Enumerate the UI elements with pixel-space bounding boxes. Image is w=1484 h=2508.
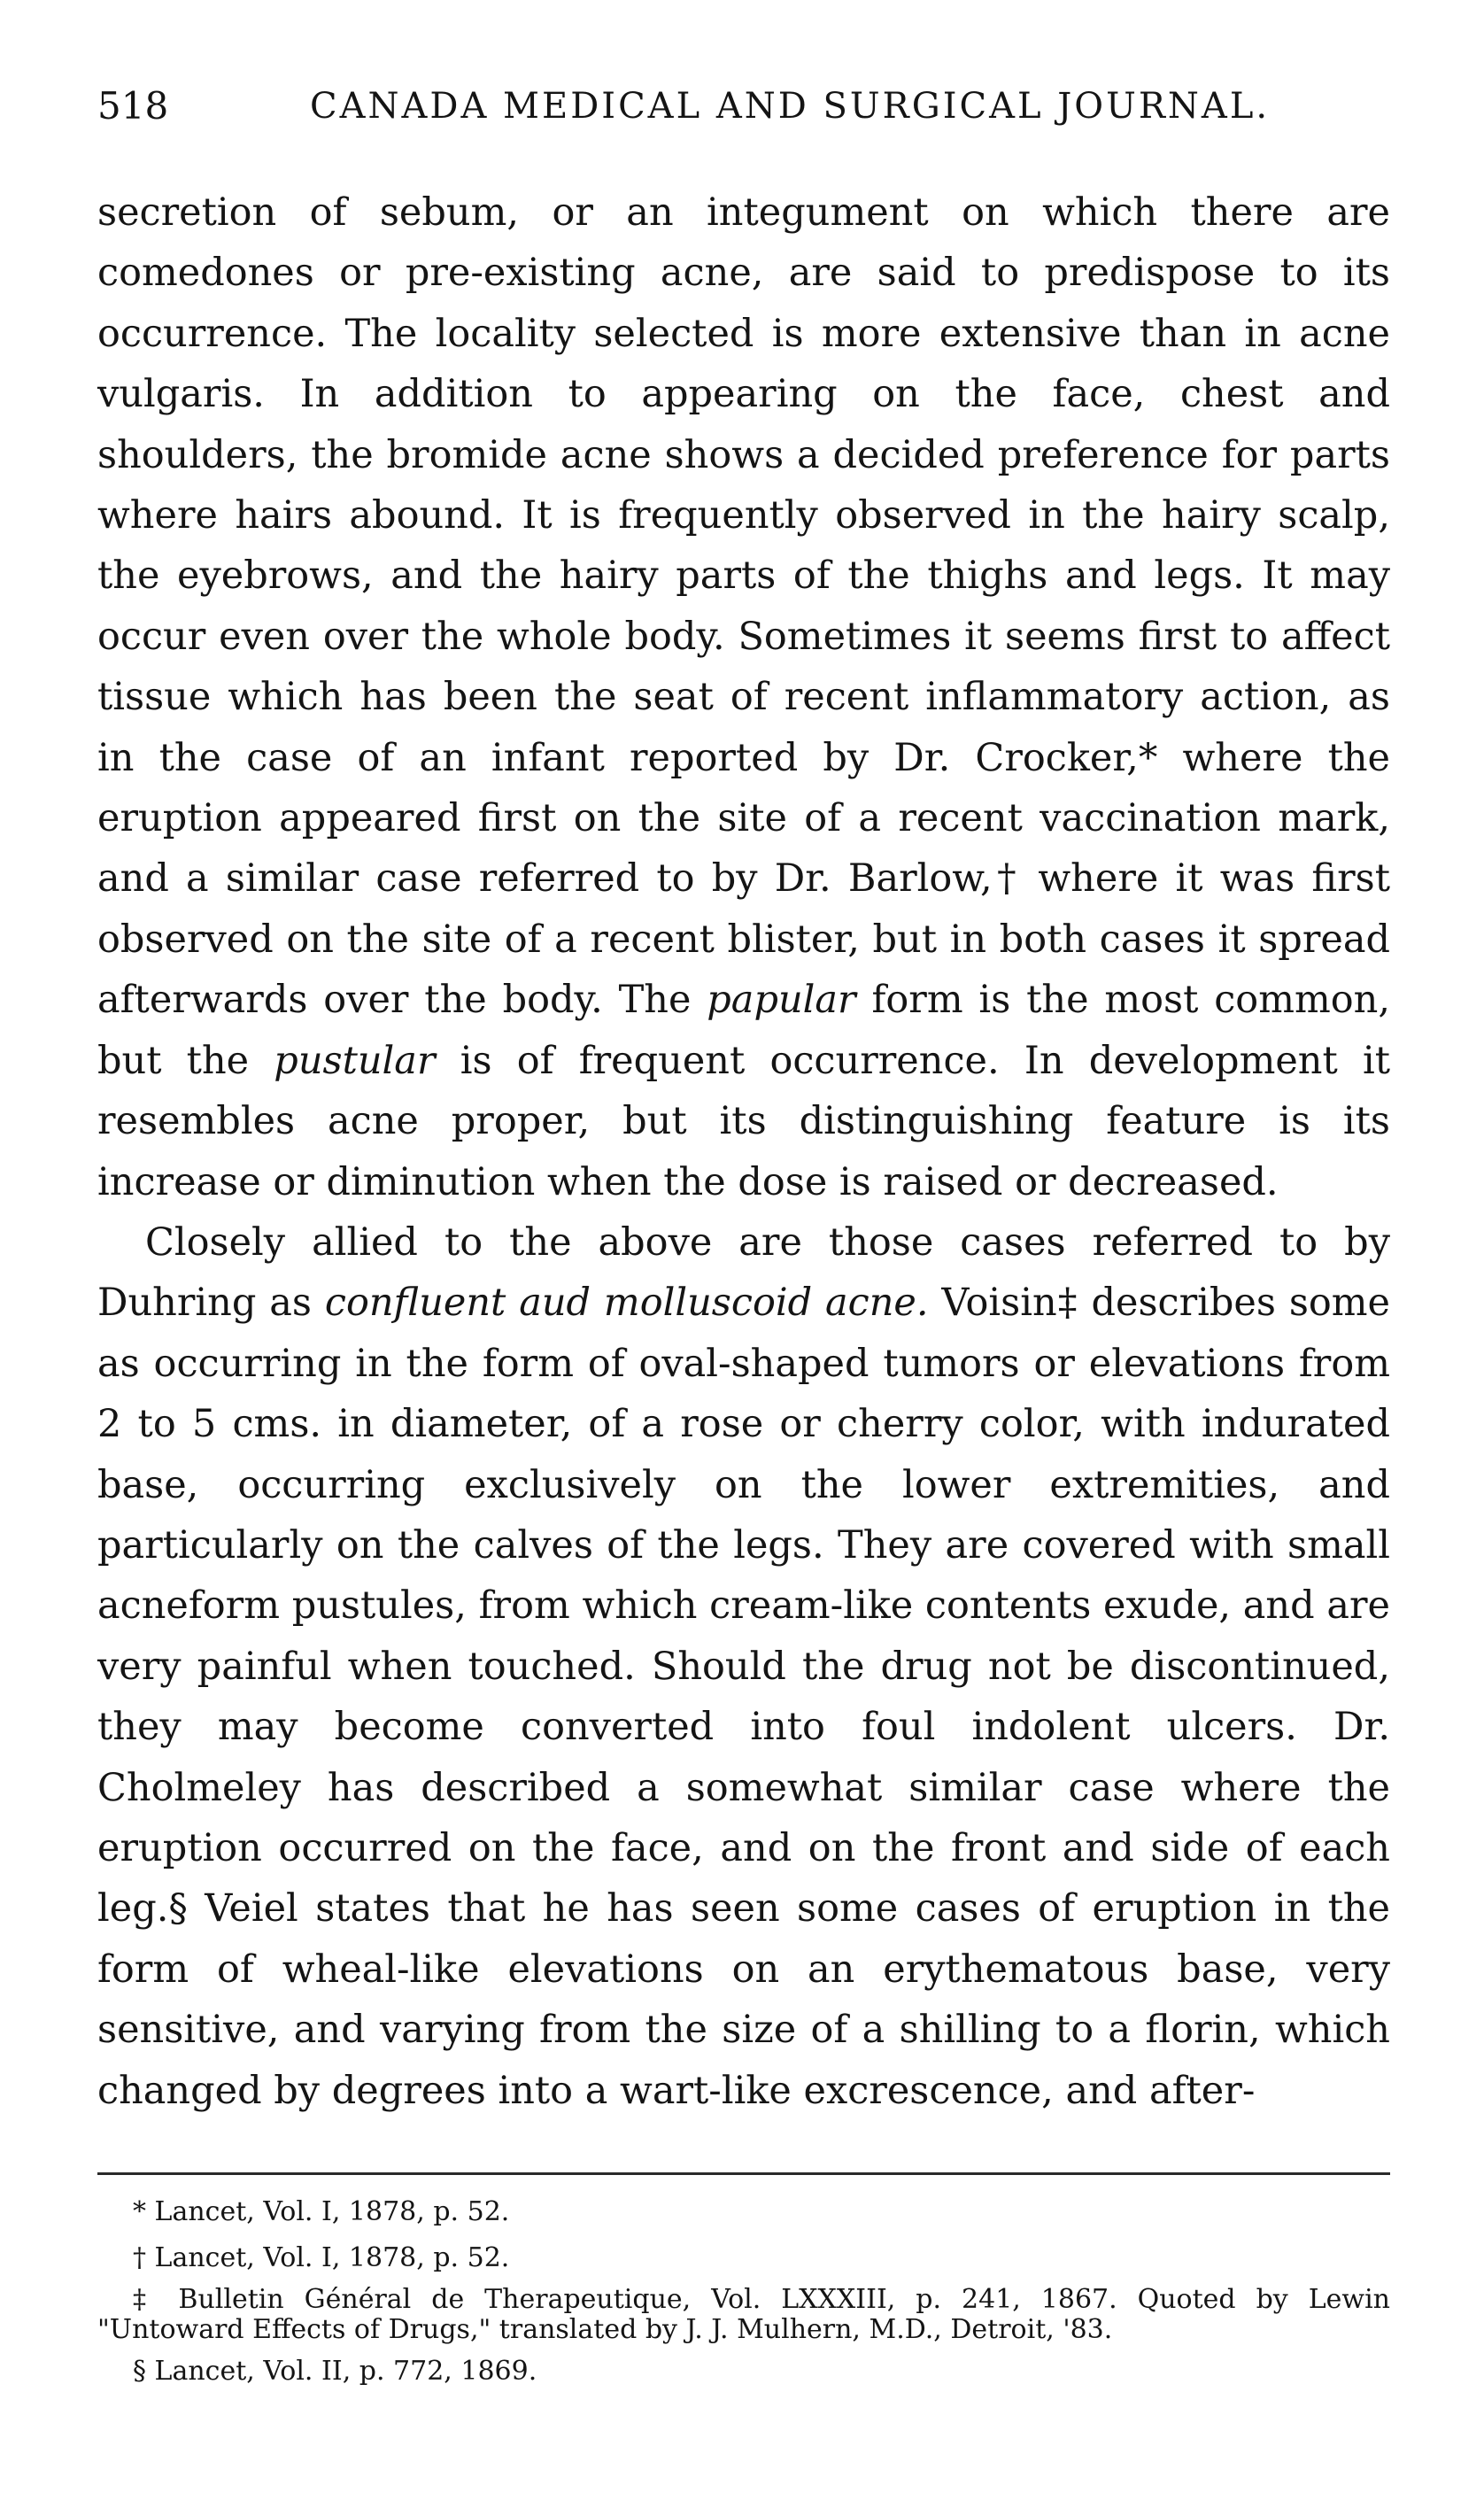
body-text [97,182,1390,2121]
footnote-separator [97,2172,1390,2175]
italic-term-pustular: pustular [274,1038,436,1083]
paragraph-2-text-b: Voisin‡ describes some as occurring in the form of oval-shaped tumors or elevations from 2 to 5 cms. in diameter, of a rose or cherry color, with indurated base, occurring exclusively on the lower extremities, and particularly on the calves of the legs. They are covered with small acneform pustules, from which cream-like contents exude, and are very painful when touched. Should the drug not be discontinued, they may become converted into foul indolent ulcers. Dr. Cholmeley has described a somewhat similar case where the eruption occurred on the face, and on the front and side of each leg.§ Veiel states that he has seen some cases of eruption in the form of wheal-like elevations on an erythematous base, very sensitive, and varying from the size of a shilling to a florin, which changed by degrees into a wart-like excrescence, and after- [97,1281,1390,2113]
paragraph-1-text-b: form is the most common, but the [97,978,1390,1083]
page-header [97,80,1390,133]
paragraph-1-text-c: is of frequent occurrence. In development it resembles acne proper, but its distinguishing feature is its increase or diminution when the dose is raised or decreased. [97,1038,1390,1204]
page-number: 518 [97,84,169,128]
footnote-4: § Lancet, Vol. II, p. 772, 1869. [133,2356,537,2387]
footnote-2: † Lancet, Vol. I, 1878, p. 52. [133,2242,510,2273]
footnotes [97,2193,1390,2398]
italic-term-papular: papular [707,978,856,1023]
footnote-3: ‡ Bulletin Général de Therapeutique, Vol. LXXXIII, p. 241, 1867. Quoted by Lewin "Untoward Effects of Drugs," translated by J. J. Mulhern, M.D., Detroit, '83. [97,2284,1390,2345]
footnote-1: * Lancet, Vol. I, 1878, p. 52. [133,2196,510,2227]
running-head: CANADA MEDICAL AND SURGICAL JOURNAL. [310,86,1271,127]
paragraph-2 [97,1212,1390,2121]
italic-term-confluent-acne: confluent aud molluscoid acne. [324,1281,929,1326]
paragraph-2-text-a: Closely allied to the above are those cases referred to by Duhring as [97,1219,1390,1326]
paragraph-1 [97,182,1390,1212]
paragraph-1-text-a: secretion of sebum, or an integument on which there are comedones or pre-existing acne, are said to predispose to its occurrence. The locality selected is more extensive than in acne vulgaris. In addition to appearing on the face, chest and shoulders, the bromide acne shows a decided preference for parts where hairs abound. It is frequently observed in the hairy scalp, the eyebrows, and the hairy parts of the thighs and legs. It may occur even over the whole body. Sometimes it seems first to affect tissue which has been the seat of recent inflammatory action, as in the case of an infant reported by Dr. Crocker,* where the eruption appeared first on the site of a recent vaccination mark, and a similar case referred to by Dr. Barlow,† where it was first observed on the site of a recent blister, but in both cases it spread afterwards over the body. The [97,190,1390,1023]
